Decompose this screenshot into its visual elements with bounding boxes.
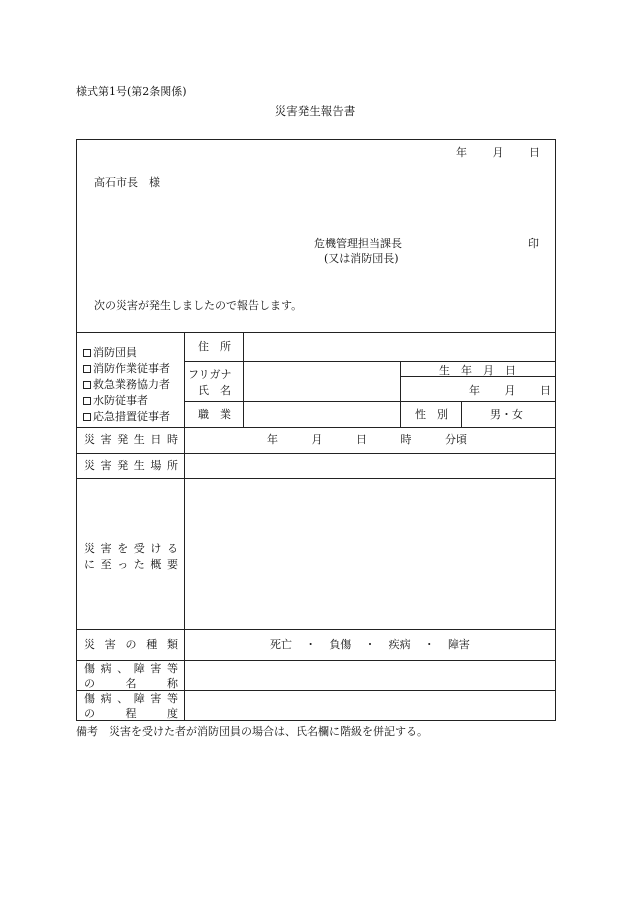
category-item[interactable]: 救急業務協力者: [83, 377, 170, 393]
label-char: 生: [133, 459, 145, 472]
seal-mark: 印: [528, 237, 539, 250]
addressee: 高石市長 様: [94, 176, 160, 189]
injury-degree-field[interactable]: [186, 692, 554, 719]
type-illness[interactable]: 疾病: [388, 638, 411, 651]
label-char: 等: [166, 662, 178, 675]
label-char: 時: [166, 433, 178, 446]
summary-label: [84, 543, 178, 570]
injury-name-label: [84, 663, 178, 689]
date-month: 月: [492, 146, 504, 159]
label-char: 概: [150, 558, 162, 571]
label-char: 日: [150, 433, 162, 446]
category-list: [83, 345, 170, 425]
occupation-field[interactable]: [245, 402, 399, 426]
category-item[interactable]: 応急措置従事者: [83, 409, 170, 425]
divider-sublabel-column: [243, 332, 244, 427]
sender-alt: (又は消防団長): [324, 252, 399, 265]
injury-degree-label: [84, 693, 178, 719]
label-char: に: [84, 558, 95, 571]
datetime-field[interactable]: [267, 434, 467, 445]
category-item[interactable]: 消防団員: [83, 345, 170, 361]
sender-title: 危機管理担当課長: [314, 237, 402, 250]
label-char: 病: [100, 692, 112, 705]
form-code: 様式第1号(第2条関係): [76, 85, 187, 98]
label-char: 発: [117, 459, 129, 472]
label-char: 場: [150, 459, 162, 472]
label-char: 度: [167, 707, 178, 720]
type-options[interactable]: 死亡 ・ 負傷 ・ 疾病 ・ 障害: [270, 638, 470, 651]
label-char: 害: [100, 433, 112, 446]
label-char: 病: [100, 662, 112, 675]
form-title: 災害発生報告書: [274, 104, 356, 118]
dt-year: 年: [267, 433, 278, 446]
address-field[interactable]: [258, 334, 553, 360]
label-char: 、: [117, 662, 129, 675]
datetime-label: [84, 434, 178, 445]
label-char: 害: [100, 459, 112, 472]
checkbox-icon[interactable]: [83, 381, 91, 389]
divider-top-section: [77, 332, 555, 333]
type-disability[interactable]: 障害: [447, 638, 470, 651]
divider-person: [77, 427, 555, 428]
label-char: 災: [84, 542, 95, 555]
summary-field[interactable]: [186, 480, 554, 628]
type-label: [84, 639, 178, 650]
label-char: 類: [167, 638, 178, 651]
checkbox-icon[interactable]: [83, 413, 91, 421]
label-char: 傷: [84, 692, 95, 705]
name-label: 氏 名: [198, 384, 231, 397]
label-char: 所: [166, 459, 178, 472]
statement: 次の災害が発生しましたので報告します。: [94, 299, 303, 312]
label-char: る: [166, 542, 178, 555]
checkbox-icon[interactable]: [83, 397, 91, 405]
date-year: 年: [456, 146, 467, 159]
report-date: [456, 147, 540, 158]
divider-datetime: [77, 453, 555, 454]
dt-minute: 分頃: [445, 433, 467, 446]
checkbox-icon[interactable]: [83, 365, 91, 373]
label-char: 発: [117, 433, 129, 446]
category-item[interactable]: 消防作業従事者: [83, 361, 170, 377]
label-char: 障: [133, 662, 145, 675]
label-char: 等: [166, 692, 178, 705]
gender-label: 性 別: [415, 408, 448, 421]
label-char: 傷: [84, 662, 95, 675]
category-item[interactable]: 水防従事者: [83, 393, 170, 409]
label-char: 要: [166, 558, 178, 571]
address-label: 住 所: [198, 340, 231, 353]
type-death[interactable]: 死亡: [270, 638, 292, 651]
label-char: を: [117, 542, 129, 555]
birth-day: 日: [540, 384, 551, 397]
divider-gender-column: [461, 401, 462, 427]
label-char: 害: [104, 638, 116, 651]
birth-month: 月: [504, 384, 516, 397]
label-char: 災: [84, 638, 95, 651]
type-injury[interactable]: 負傷: [329, 638, 352, 651]
dt-day: 日: [356, 433, 367, 446]
place-label: [84, 460, 178, 471]
checkbox-icon[interactable]: [83, 349, 91, 357]
name-field[interactable]: [245, 363, 399, 400]
birth-year: 年: [469, 384, 480, 397]
label-char: 称: [167, 677, 178, 690]
report-form: [76, 139, 556, 721]
date-day: 日: [529, 146, 540, 159]
label-char: 害: [100, 542, 112, 555]
label-char: の: [84, 707, 95, 720]
divider-injury-name: [77, 690, 555, 691]
label-char: 災: [84, 459, 95, 472]
label-char: 名: [125, 677, 137, 690]
label-char: 、: [117, 692, 129, 705]
birth-date[interactable]: [469, 385, 551, 396]
label-char: 生: [133, 433, 145, 446]
gender-options[interactable]: 男・女: [490, 408, 523, 421]
divider-type: [77, 660, 555, 661]
dt-month: 月: [311, 433, 323, 446]
label-char: 害: [150, 692, 162, 705]
divider-label-column: [184, 332, 185, 720]
place-field[interactable]: [186, 455, 554, 477]
label-char: の: [125, 638, 137, 651]
label-char: の: [84, 677, 95, 690]
label-char: 程: [125, 707, 137, 720]
footnote: 備考 災害を受けた者が消防団員の場合は、氏名欄に階級を併記する。: [76, 725, 428, 738]
furigana-label: フリガナ: [188, 368, 232, 381]
label-char: 災: [84, 433, 95, 446]
label-char: た: [133, 558, 145, 571]
divider-summary: [77, 629, 555, 630]
label-char: 至: [100, 558, 112, 571]
label-char: け: [150, 542, 162, 555]
occupation-label: 職 業: [198, 408, 231, 421]
label-char: 受: [133, 542, 145, 555]
label-char: っ: [117, 558, 129, 571]
birth-header: 生 年 月 日: [439, 364, 516, 377]
label-char: 種: [146, 638, 158, 651]
divider-address: [184, 361, 555, 362]
label-char: 障: [133, 692, 145, 705]
dt-hour: 時: [400, 433, 412, 446]
divider-place: [77, 478, 555, 479]
injury-name-field[interactable]: [186, 662, 554, 689]
label-char: 害: [150, 662, 162, 675]
